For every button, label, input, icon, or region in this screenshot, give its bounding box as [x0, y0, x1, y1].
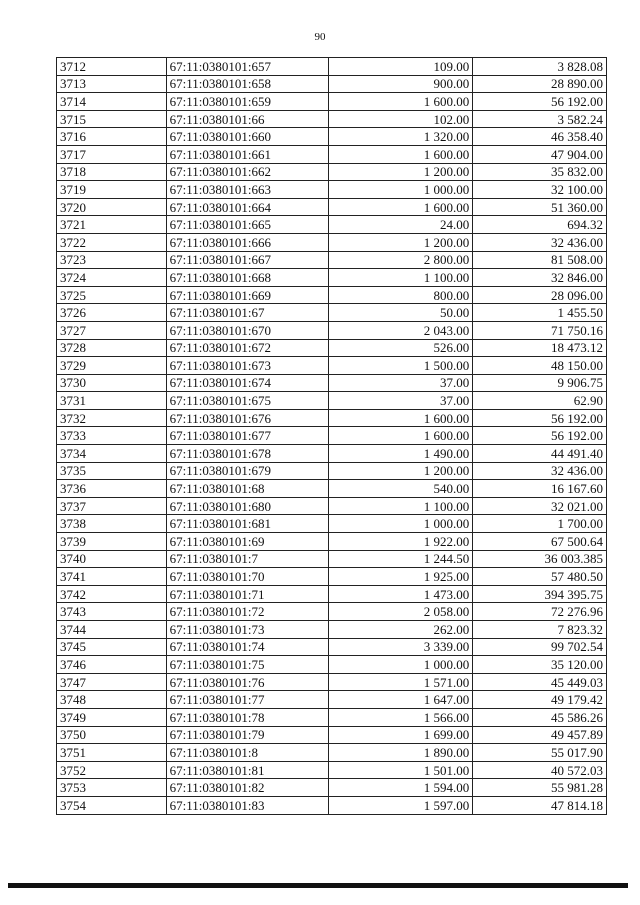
cadastral-number-cell: 67:11:0380101:679 — [166, 462, 329, 480]
value-cell: 694.32 — [473, 216, 607, 234]
cadastral-number-cell: 67:11:0380101:82 — [166, 779, 329, 797]
cadastral-number-cell: 67:11:0380101:657 — [166, 58, 329, 76]
row-number-cell: 3744 — [57, 621, 167, 639]
row-number-cell: 3745 — [57, 638, 167, 656]
cadastral-number-cell: 67:11:0380101:75 — [166, 656, 329, 674]
value-cell: 36 003.385 — [473, 550, 607, 568]
cadastral-number-cell: 67:11:0380101:78 — [166, 708, 329, 726]
table-row — [57, 621, 607, 639]
row-number-cell: 3736 — [57, 480, 167, 498]
cadastral-number-cell: 67:11:0380101:669 — [166, 286, 329, 304]
cadastral-number-cell: 67:11:0380101:670 — [166, 321, 329, 339]
area-cell: 1 501.00 — [329, 761, 473, 779]
area-cell: 1 890.00 — [329, 744, 473, 762]
cadastral-number-cell: 67:11:0380101:72 — [166, 603, 329, 621]
table-row — [57, 93, 607, 111]
area-cell: 1 594.00 — [329, 779, 473, 797]
bottom-divider — [8, 883, 628, 888]
row-number-cell: 3717 — [57, 145, 167, 163]
table-row — [57, 374, 607, 392]
area-cell: 2 800.00 — [329, 251, 473, 269]
table-row — [57, 533, 607, 551]
area-cell: 1 600.00 — [329, 427, 473, 445]
value-cell: 28 890.00 — [473, 75, 607, 93]
table-row — [57, 198, 607, 216]
area-cell: 1 320.00 — [329, 128, 473, 146]
table-row — [57, 726, 607, 744]
area-cell: 1 200.00 — [329, 233, 473, 251]
cadastral-number-cell: 67:11:0380101:660 — [166, 128, 329, 146]
table-row — [57, 462, 607, 480]
row-number-cell: 3729 — [57, 357, 167, 375]
row-number-cell: 3712 — [57, 58, 167, 76]
table-row — [57, 744, 607, 762]
value-cell: 40 572.03 — [473, 761, 607, 779]
row-number-cell: 3728 — [57, 339, 167, 357]
table-row — [57, 304, 607, 322]
cadastral-number-cell: 67:11:0380101:681 — [166, 515, 329, 533]
row-number-cell: 3754 — [57, 796, 167, 814]
area-cell: 540.00 — [329, 480, 473, 498]
row-number-cell: 3752 — [57, 761, 167, 779]
value-cell: 55 017.90 — [473, 744, 607, 762]
cadastral-number-cell: 67:11:0380101:66 — [166, 110, 329, 128]
value-cell: 18 473.12 — [473, 339, 607, 357]
table-row — [57, 708, 607, 726]
row-number-cell: 3720 — [57, 198, 167, 216]
cadastral-number-cell: 67:11:0380101:659 — [166, 93, 329, 111]
cadastral-number-cell: 67:11:0380101:658 — [166, 75, 329, 93]
row-number-cell: 3739 — [57, 533, 167, 551]
row-number-cell: 3740 — [57, 550, 167, 568]
cadastral-number-cell: 67:11:0380101:79 — [166, 726, 329, 744]
value-cell: 16 167.60 — [473, 480, 607, 498]
area-cell: 1 647.00 — [329, 691, 473, 709]
cadastral-number-cell: 67:11:0380101:73 — [166, 621, 329, 639]
value-cell: 67 500.64 — [473, 533, 607, 551]
table-row — [57, 58, 607, 76]
value-cell: 7 823.32 — [473, 621, 607, 639]
table-row — [57, 638, 607, 656]
value-cell: 32 021.00 — [473, 497, 607, 515]
area-cell: 1 000.00 — [329, 181, 473, 199]
value-cell: 45 449.03 — [473, 673, 607, 691]
area-cell: 24.00 — [329, 216, 473, 234]
value-cell: 28 096.00 — [473, 286, 607, 304]
value-cell: 394 395.75 — [473, 585, 607, 603]
area-cell: 1 000.00 — [329, 656, 473, 674]
row-number-cell: 3719 — [57, 181, 167, 199]
cadastral-number-cell: 67:11:0380101:68 — [166, 480, 329, 498]
area-cell: 1 600.00 — [329, 409, 473, 427]
area-cell: 3 339.00 — [329, 638, 473, 656]
row-number-cell: 3746 — [57, 656, 167, 674]
cadastral-number-cell: 67:11:0380101:680 — [166, 497, 329, 515]
cadastral-number-cell: 67:11:0380101:666 — [166, 233, 329, 251]
area-cell: 1 925.00 — [329, 568, 473, 586]
value-cell: 1 455.50 — [473, 304, 607, 322]
cadastral-number-cell: 67:11:0380101:7 — [166, 550, 329, 568]
row-number-cell: 3730 — [57, 374, 167, 392]
cadastral-number-cell: 67:11:0380101:74 — [166, 638, 329, 656]
row-number-cell: 3741 — [57, 568, 167, 586]
area-cell: 1 244.50 — [329, 550, 473, 568]
value-cell: 56 192.00 — [473, 409, 607, 427]
row-number-cell: 3714 — [57, 93, 167, 111]
row-number-cell: 3713 — [57, 75, 167, 93]
table-row — [57, 286, 607, 304]
value-cell: 48 150.00 — [473, 357, 607, 375]
row-number-cell: 3718 — [57, 163, 167, 181]
area-cell: 1 566.00 — [329, 708, 473, 726]
row-number-cell: 3721 — [57, 216, 167, 234]
table-row — [57, 392, 607, 410]
area-cell: 1 490.00 — [329, 445, 473, 463]
cadastral-number-cell: 67:11:0380101:76 — [166, 673, 329, 691]
row-number-cell: 3743 — [57, 603, 167, 621]
area-cell: 1 000.00 — [329, 515, 473, 533]
area-cell: 1 600.00 — [329, 198, 473, 216]
row-number-cell: 3731 — [57, 392, 167, 410]
row-number-cell: 3722 — [57, 233, 167, 251]
area-cell: 109.00 — [329, 58, 473, 76]
area-cell: 1 600.00 — [329, 145, 473, 163]
row-number-cell: 3732 — [57, 409, 167, 427]
value-cell: 99 702.54 — [473, 638, 607, 656]
area-cell: 37.00 — [329, 392, 473, 410]
table-row — [57, 163, 607, 181]
area-cell: 1 100.00 — [329, 497, 473, 515]
table-row — [57, 110, 607, 128]
row-number-cell: 3747 — [57, 673, 167, 691]
cadastral-number-cell: 67:11:0380101:67 — [166, 304, 329, 322]
table-row — [57, 427, 607, 445]
area-cell: 1 699.00 — [329, 726, 473, 744]
row-number-cell: 3750 — [57, 726, 167, 744]
row-number-cell: 3727 — [57, 321, 167, 339]
row-number-cell: 3737 — [57, 497, 167, 515]
value-cell: 56 192.00 — [473, 93, 607, 111]
table-row — [57, 550, 607, 568]
table-row — [57, 409, 607, 427]
table-row — [57, 233, 607, 251]
cadastral-number-cell: 67:11:0380101:663 — [166, 181, 329, 199]
table-row — [57, 445, 607, 463]
table-row — [57, 145, 607, 163]
table-row — [57, 691, 607, 709]
cadastral-number-cell: 67:11:0380101:661 — [166, 145, 329, 163]
table-row — [57, 761, 607, 779]
row-number-cell: 3735 — [57, 462, 167, 480]
cadastral-number-cell: 67:11:0380101:70 — [166, 568, 329, 586]
value-cell: 46 358.40 — [473, 128, 607, 146]
cadastral-number-cell: 67:11:0380101:8 — [166, 744, 329, 762]
cadastral-number-cell: 67:11:0380101:668 — [166, 269, 329, 287]
value-cell: 55 981.28 — [473, 779, 607, 797]
table-row — [57, 515, 607, 533]
area-cell: 1 200.00 — [329, 163, 473, 181]
value-cell: 44 491.40 — [473, 445, 607, 463]
value-cell: 49 179.42 — [473, 691, 607, 709]
table-row — [57, 585, 607, 603]
value-cell: 3 582.24 — [473, 110, 607, 128]
page-number: 90 — [314, 31, 326, 43]
table-row — [57, 216, 607, 234]
value-cell: 81 508.00 — [473, 251, 607, 269]
row-number-cell: 3753 — [57, 779, 167, 797]
value-cell: 62.90 — [473, 392, 607, 410]
table-row — [57, 497, 607, 515]
area-cell: 1 500.00 — [329, 357, 473, 375]
area-cell: 1 597.00 — [329, 796, 473, 814]
row-number-cell: 3748 — [57, 691, 167, 709]
value-cell: 56 192.00 — [473, 427, 607, 445]
value-cell: 32 100.00 — [473, 181, 607, 199]
row-number-cell: 3725 — [57, 286, 167, 304]
cadastral-number-cell: 67:11:0380101:675 — [166, 392, 329, 410]
cadastral-number-cell: 67:11:0380101:678 — [166, 445, 329, 463]
area-cell: 50.00 — [329, 304, 473, 322]
value-cell: 32 436.00 — [473, 233, 607, 251]
table-row — [57, 357, 607, 375]
value-cell: 45 586.26 — [473, 708, 607, 726]
cadastral-number-cell: 67:11:0380101:81 — [166, 761, 329, 779]
registry-table — [56, 57, 607, 815]
value-cell: 57 480.50 — [473, 568, 607, 586]
table-row — [57, 251, 607, 269]
value-cell: 35 120.00 — [473, 656, 607, 674]
table-row — [57, 128, 607, 146]
cadastral-number-cell: 67:11:0380101:665 — [166, 216, 329, 234]
value-cell: 35 832.00 — [473, 163, 607, 181]
row-number-cell: 3733 — [57, 427, 167, 445]
value-cell: 47 904.00 — [473, 145, 607, 163]
value-cell: 1 700.00 — [473, 515, 607, 533]
row-number-cell: 3726 — [57, 304, 167, 322]
area-cell: 2 058.00 — [329, 603, 473, 621]
table-row — [57, 181, 607, 199]
value-cell: 72 276.96 — [473, 603, 607, 621]
cadastral-number-cell: 67:11:0380101:664 — [166, 198, 329, 216]
area-cell: 800.00 — [329, 286, 473, 304]
table-row — [57, 796, 607, 814]
value-cell: 32 436.00 — [473, 462, 607, 480]
table-row — [57, 779, 607, 797]
table-row — [57, 75, 607, 93]
area-cell: 900.00 — [329, 75, 473, 93]
area-cell: 2 043.00 — [329, 321, 473, 339]
area-cell: 1 571.00 — [329, 673, 473, 691]
row-number-cell: 3749 — [57, 708, 167, 726]
cadastral-number-cell: 67:11:0380101:83 — [166, 796, 329, 814]
table-row — [57, 480, 607, 498]
table-row — [57, 321, 607, 339]
cadastral-number-cell: 67:11:0380101:667 — [166, 251, 329, 269]
cadastral-number-cell: 67:11:0380101:71 — [166, 585, 329, 603]
area-cell: 526.00 — [329, 339, 473, 357]
value-cell: 9 906.75 — [473, 374, 607, 392]
row-number-cell: 3751 — [57, 744, 167, 762]
area-cell: 1 100.00 — [329, 269, 473, 287]
row-number-cell: 3715 — [57, 110, 167, 128]
value-cell: 3 828.08 — [473, 58, 607, 76]
cadastral-number-cell: 67:11:0380101:677 — [166, 427, 329, 445]
row-number-cell: 3742 — [57, 585, 167, 603]
table-row — [57, 656, 607, 674]
row-number-cell: 3724 — [57, 269, 167, 287]
area-cell: 262.00 — [329, 621, 473, 639]
area-cell: 1 200.00 — [329, 462, 473, 480]
cadastral-number-cell: 67:11:0380101:662 — [166, 163, 329, 181]
value-cell: 49 457.89 — [473, 726, 607, 744]
cadastral-number-cell: 67:11:0380101:673 — [166, 357, 329, 375]
area-cell: 37.00 — [329, 374, 473, 392]
value-cell: 47 814.18 — [473, 796, 607, 814]
value-cell: 32 846.00 — [473, 269, 607, 287]
cadastral-number-cell: 67:11:0380101:77 — [166, 691, 329, 709]
table-row — [57, 568, 607, 586]
table-row — [57, 339, 607, 357]
area-cell: 102.00 — [329, 110, 473, 128]
area-cell: 1 600.00 — [329, 93, 473, 111]
table-row — [57, 269, 607, 287]
row-number-cell: 3738 — [57, 515, 167, 533]
area-cell: 1 922.00 — [329, 533, 473, 551]
table-row — [57, 673, 607, 691]
value-cell: 51 360.00 — [473, 198, 607, 216]
row-number-cell: 3734 — [57, 445, 167, 463]
cadastral-number-cell: 67:11:0380101:672 — [166, 339, 329, 357]
row-number-cell: 3716 — [57, 128, 167, 146]
registry-table-body — [57, 58, 607, 815]
value-cell: 71 750.16 — [473, 321, 607, 339]
cadastral-number-cell: 67:11:0380101:674 — [166, 374, 329, 392]
row-number-cell: 3723 — [57, 251, 167, 269]
area-cell: 1 473.00 — [329, 585, 473, 603]
cadastral-number-cell: 67:11:0380101:676 — [166, 409, 329, 427]
table-row — [57, 603, 607, 621]
cadastral-number-cell: 67:11:0380101:69 — [166, 533, 329, 551]
